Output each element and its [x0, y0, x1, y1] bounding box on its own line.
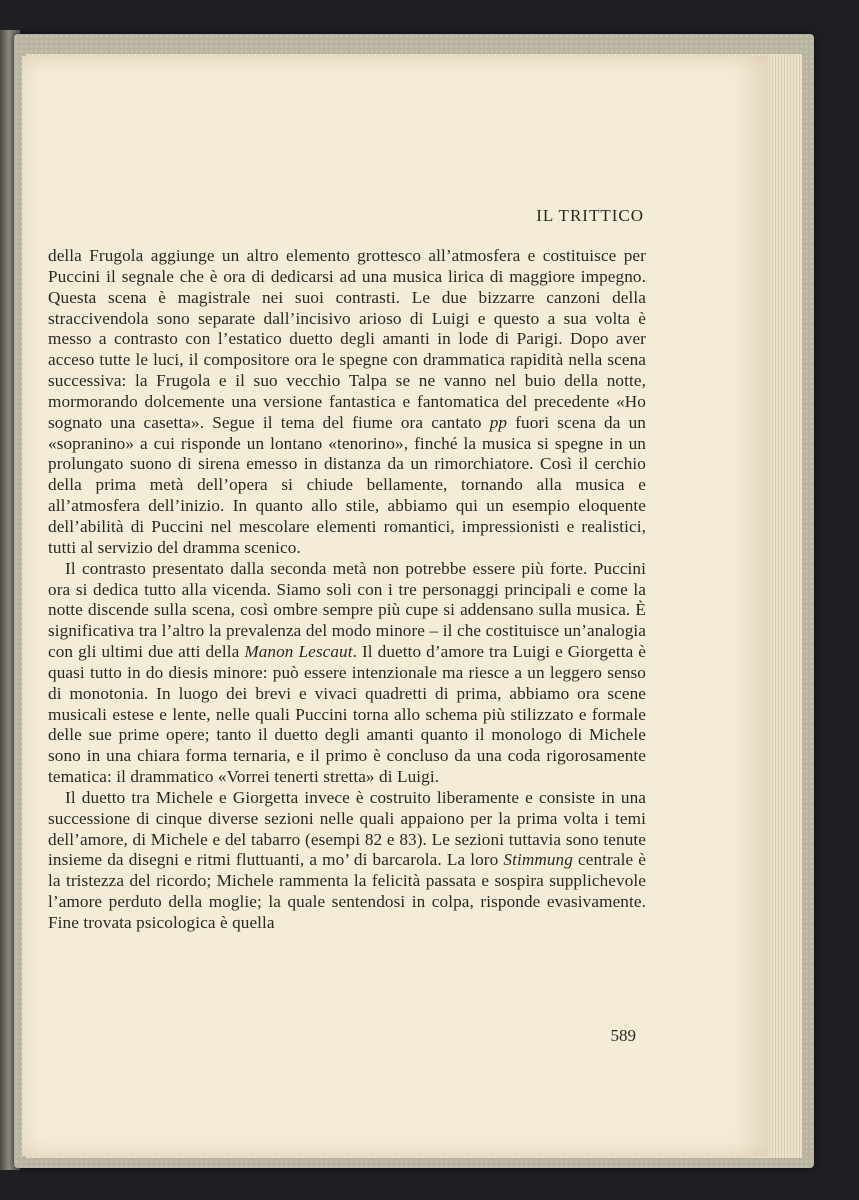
text-run: Il duetto tra Michele e Giorgetta invece è costruito liberamente e consiste in una successione di cinque diverse sezioni nelle quali appaiono per la prima volta i temi dell’amore, di Michele e del tabarro (esempi 82 e 83). Le sezioni tuttavia sono tenute insieme da disegni e ritmi fluttuanti, a mo’ di barcarola. La loro	[48, 787, 646, 870]
text-run: centrale è la tristezza del ricordo; Michele rammenta la felicità passata e sospira supplichevole l’amore perduto della moglie; la quale sentendosi in colpa, risponde evasivamente. Fine trovata psicologica è quella	[48, 850, 646, 932]
paragraph	[48, 559, 646, 788]
paragraph	[48, 788, 646, 934]
text-run: . Il duetto d’amore tra Luigi e Giorgetta è quasi tutto in do diesis minore: può essere intenzionale ma riesce a un leggero senso di monotonia. In luogo dei brevi e vivaci quadretti di prima, abbiamo ora scene musicali estese e lente, nelle quali Puccini torna allo schema più stilizzato e formale delle sue prime opere; tanto il duetto degli amanti quanto il monologo di Michele sono in una chiara forma ternaria, e il primo è concluso da una coda rigorosamente tematica: il drammatico «Vorrei tenerti stretta» di Luigi.	[48, 642, 646, 787]
running-header: IL TRITTICO	[536, 206, 644, 225]
book-page	[22, 56, 768, 1156]
text-run: Il contrasto presentato dalla seconda metà non potrebbe essere più forte. Puccini ora si dedica tutto alla vicenda. Siamo soli con i tre personaggi principali e come la notte discende sulla scena, così ombre sempre più cupe si addensano sulla musica. È significativa tra l’altro la prevalenza del modo minore – il che costituisce un’analogia con gli ultimi due atti della	[48, 558, 646, 662]
italic-run: pp	[489, 412, 508, 432]
page-number: 589	[610, 1026, 636, 1045]
text-run: fuori scena da un «sopranino» a cui risponde un lontano «tenorino», finché la musica si spegne in un prolungato suono di sirena emesso in distanza da un rimorchiatore. Così il cerchio della prima metà dell’opera si chiude bellamente, tornando alla musica e all’atmosfera dell’inizio. In quanto allo stile, abbiamo qui un esempio eloquente dell’abilità di Puccini nel mescolare elementi romantici, impressionisti e realistici, tutti al servizio del dramma scenico.	[48, 412, 647, 557]
body-text	[48, 246, 646, 934]
italic-run: Stimmung	[503, 850, 573, 870]
text-run: della Frugola aggiunge un altro elemento grottesco all’atmosfera e costituisce per Puccini il segnale che è ora di dedicarsi ad una musica lirica di maggiore impegno. Questa scena è magistrale nei suoi contrasti. Le due bizzarre canzoni della straccivendola sono separate dall’incisivo arioso di Luigi e questo a sua volta è messo a contrasto con l’estatico duetto degli amanti in lode di Parigi. Dopo aver acceso tutte le luci, il compositore ora le spegne con drammatica rapidità nella scena successiva: la Frugola e il suo vecchio Talpa se ne vanno nel buio della notte, mormorando dolcemente una versione fantastica e fantomatica del precedente «Ho sognato una casetta». Segue il tema del fiume ora cantato	[48, 246, 646, 432]
italic-run: Manon Lescaut	[244, 642, 353, 662]
paragraph	[48, 246, 646, 559]
